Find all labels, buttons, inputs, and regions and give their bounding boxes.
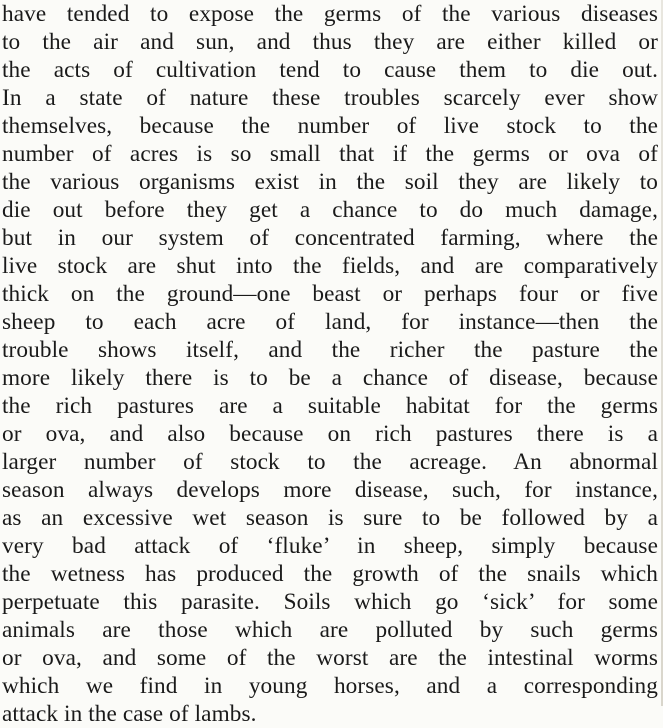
text-line: to the air and sun, and thus they are either killed or [2, 29, 658, 55]
text-line: as an excessive wet season is sure to be followed by a [2, 505, 658, 531]
text-line: the acts of cultivation tend to cause them to die out. [2, 57, 658, 83]
text-line: which we find in young horses, and a corresponding [2, 673, 658, 699]
text-line: sheep to each acre of land, for instance—then the [2, 309, 658, 335]
text-line: have tended to expose the germs of the various diseases [2, 1, 658, 27]
text-line: attack in the case of lambs. [2, 701, 257, 727]
text-line: or ova, and also because on rich pastures there is a [2, 421, 658, 447]
text-line: larger number of stock to the acreage. An abnormal [2, 449, 658, 475]
text-line: very bad attack of ‘fluke’ in sheep, simply because [2, 533, 658, 559]
text-line: number of acres is so small that if the germs or ova of [2, 141, 658, 167]
text-line: season always develops more disease, such, for instance, [2, 477, 658, 503]
text-line: but in our system of concentrated farming, where the [2, 225, 658, 251]
text-line: die out before they get a chance to do much damage, [2, 197, 658, 223]
body-paragraph [2, 0, 662, 728]
text-line: In a state of nature these troubles scarcely ever show [2, 85, 658, 111]
text-line: animals are those which are polluted by such germs [2, 617, 658, 643]
text-line: trouble shows itself, and the richer the pasture the [2, 337, 658, 363]
text-line: thick on the ground—one beast or perhaps four or five [2, 281, 658, 307]
text-line: the wetness has produced the growth of the snails which [2, 561, 658, 587]
text-line: the rich pastures are a suitable habitat for the germs [2, 393, 658, 419]
text-line: live stock are shut into the fields, and are comparatively [2, 253, 658, 279]
text-line: themselves, because the number of live stock to the [2, 113, 658, 139]
text-line: perpetuate this parasite. Soils which go ‘sick’ for some [2, 589, 658, 615]
text-line: more likely there is to be a chance of disease, because [2, 365, 658, 391]
text-line: the various organisms exist in the soil they are likely to [2, 169, 658, 195]
text-line: or ova, and some of the worst are the intestinal worms [2, 645, 658, 671]
